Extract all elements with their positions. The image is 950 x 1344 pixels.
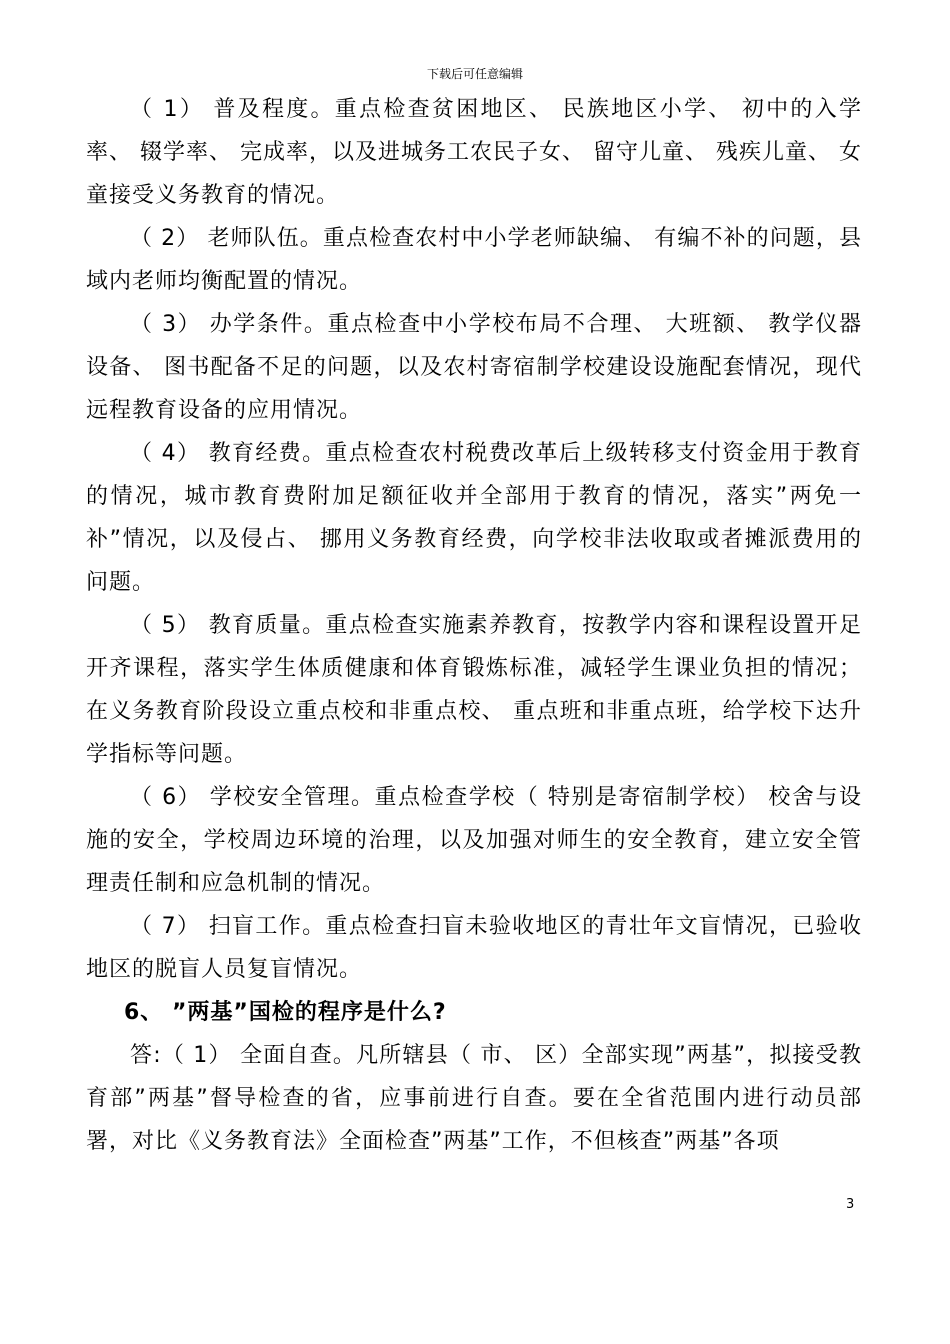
answer-paragraph: 答:（ 1） 全面自查。凡所辖县（ 市、 区）全部实现”两基”，拟接受教育部”两基”督导检查的省，应事前进行自查。要在全省范围内进行动员部署，对比《义务教育法》全面检查”两基”工作，不但核查”两基”各项 <box>86 1043 862 1154</box>
paragraph-quality: （ 5） 教育质量。重点检查实施素养教育，按教学内容和课程设置开足开齐课程，落实学生体质健康和体育锻炼标准，减轻学生课业负担的情况；在义务教育阶段设立重点校和非重点校、 重点班和非重点班，给学校下达升学指标等问题。 <box>86 613 862 767</box>
page-number: 3 <box>846 1197 855 1212</box>
paragraph-conditions: （ 3） 办学条件。重点检查中小学校布局不合理、 大班额、 教学仪器设备、 图书配备不足的问题，以及农村寄宿制学校建设设施配套情况，现代远程教育设备的应用情况。 <box>86 312 862 423</box>
page-header: 下载后可任意编辑 <box>426 67 523 81</box>
question-heading: 6、 ”两基”国检的程序是什么? <box>124 1000 447 1025</box>
paragraph-safety: （ 6） 学校安全管理。重点检查学校（ 特别是寄宿制学校） 校舍与设施的安全，学校周边环境的治理，以及加强对师生的安全教育，建立安全管理责任制和应急机制的情况。 <box>86 785 862 896</box>
paragraph-literacy: （ 7） 扫盲工作。重点检查扫盲未验收地区的青壮年文盲情况，已验收地区的脱盲人员复盲情况。 <box>86 914 862 982</box>
paragraph-teachers: （ 2） 老师队伍。重点检查农村中小学老师缺编、 有编不补的问题，县域内老师均衡配置的情况。 <box>86 226 862 294</box>
paragraph-enrollment: （ 1） 普及程度。重点检查贫困地区、 民族地区小学、 初中的入学率、 辍学率、 完成率，以及进城务工农民子女、 留守儿童、 残疾儿童、 女童接受义务教育的情况。 <box>86 97 862 208</box>
paragraph-funding: （ 4） 教育经费。重点检查农村税费改革后上级转移支付资金用于教育的情况，城市教育费附加足额征收并全部用于教育的情况，落实”两免一补”情况，以及侵占、 挪用义务教育经费，向学校非法收取或者摊派费用的问题。 <box>86 441 862 595</box>
document-body <box>86 88 862 1163</box>
